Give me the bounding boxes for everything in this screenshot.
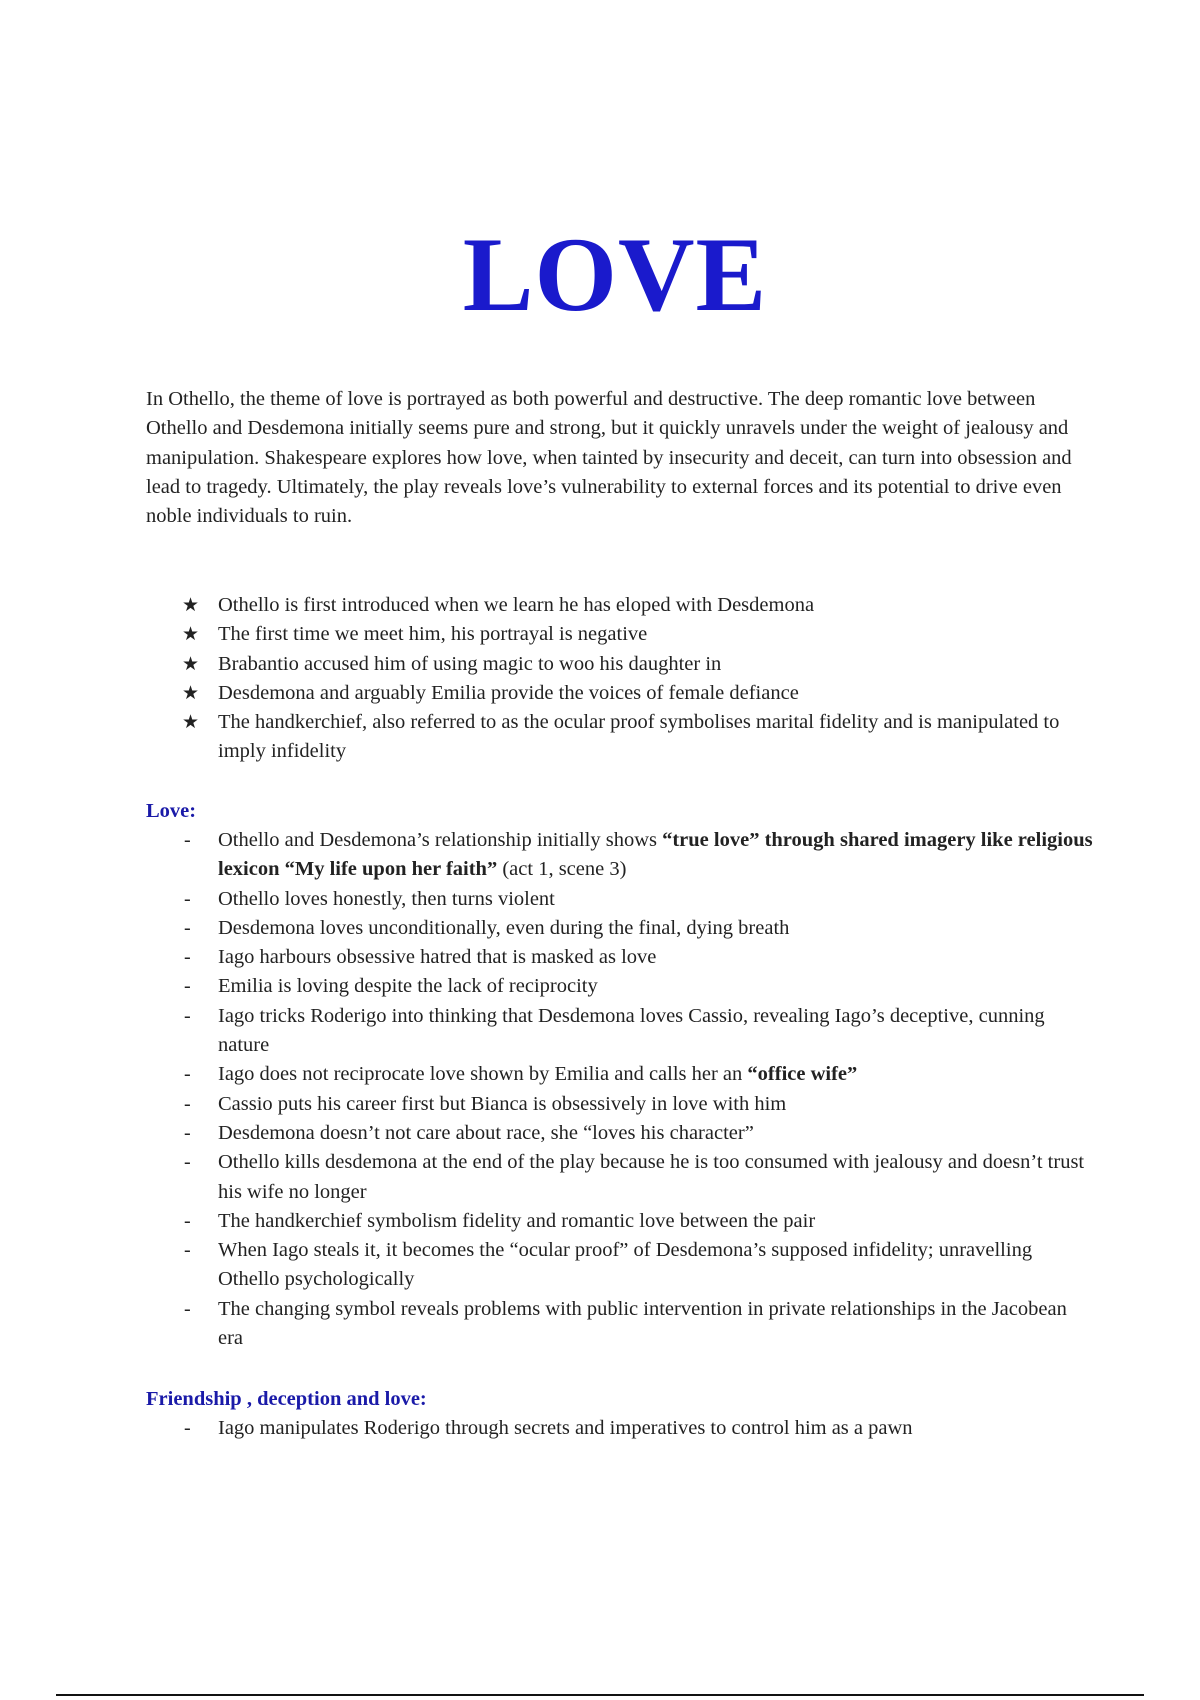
page-title: LOVE xyxy=(462,216,768,333)
item-text: Iago harbours obsessive hatred that is masked as love xyxy=(218,946,657,969)
dash-list-item xyxy=(146,1002,1096,1061)
item-text: Cassio puts his career first but Bianca is obsessively in love with him xyxy=(218,1092,787,1115)
intro-paragraph: In Othello, the theme of love is portrayed as both powerful and destructive. The deep romantic love between Othello and Desdemona initially seems pure and strong, but it quickly unravels under the weight of jealousy and manipulation. Shakespeare explores how love, when tainted by insecurity and deceit, can turn into obsession and lead to tragedy. Ultimately, the play reveals love’s vulnerability to external forces and its potential to drive even noble individuals to ruin. xyxy=(146,388,1072,528)
dash-list-item xyxy=(146,914,1096,943)
star-list-item xyxy=(146,679,1096,708)
dash-marker: - xyxy=(184,946,191,969)
item-text: When Iago steals it, it becomes the “ocular proof” of Desdemona’s supposed infidelity; unravelling Othello psychologically xyxy=(218,1239,1033,1291)
dash-marker: - xyxy=(184,1151,191,1174)
star-item-text: Othello is first introduced when we learn he has eloped with Desdemona xyxy=(218,594,815,616)
dash-list-item xyxy=(146,1236,1096,1295)
item-text: Othello kills desdemona at the end of the play because he is too consumed with jealousy and doesn’t trust his wife no longer xyxy=(218,1151,1085,1203)
dash-marker: - xyxy=(184,829,191,851)
footer-divider xyxy=(56,1694,1144,1696)
item-text-reference: (act 1, scene 3) xyxy=(497,858,627,881)
love-dash-list xyxy=(146,826,1096,1353)
dash-marker: - xyxy=(184,887,191,910)
star-bullet-list xyxy=(146,591,1096,767)
item-text-bold-quote: “true love” through shared imagery like religious lexicon “My life upon her faith” xyxy=(218,829,1093,881)
item-text: Iago tricks Roderigo into thinking that Desdemona loves Cassio, revealing Iago’s deceptive, cunning nature xyxy=(218,1004,1045,1057)
dash-list-item xyxy=(146,1060,1096,1089)
dash-list-item xyxy=(146,1207,1096,1236)
dash-list-item xyxy=(146,1090,1096,1119)
item-text: Desdemona loves unconditionally, even during the final, dying breath xyxy=(218,916,790,939)
item-text-plain: Iago does not reciprocate love shown by Emilia and calls her an xyxy=(218,1063,748,1086)
dash-marker: - xyxy=(184,1417,191,1439)
star-item-text: The handkerchief, also referred to as the ocular proof symbolises marital fidelity and is manipulated to imply infidelity xyxy=(218,711,1060,763)
item-text: Othello loves honestly, then turns violent xyxy=(218,887,555,910)
star-icon: ★ xyxy=(182,623,200,646)
dash-list-item xyxy=(146,972,1096,1001)
dash-marker: - xyxy=(184,1121,191,1144)
star-icon: ★ xyxy=(182,594,200,616)
item-text-bold-quote: “office wife” xyxy=(747,1063,858,1086)
star-icon: ★ xyxy=(182,711,200,734)
item-text: The changing symbol reveals problems with public intervention in private relationships in the Jacobean era xyxy=(218,1297,1067,1350)
item-text-plain: Othello and Desdemona’s relationship initially shows xyxy=(218,829,663,851)
dash-marker: - xyxy=(184,1239,191,1262)
item-text: Emilia is loving despite the lack of reciprocity xyxy=(218,975,598,998)
star-item-text: The first time we meet him, his portrayal is negative xyxy=(218,623,648,646)
dash-list-item xyxy=(146,1414,1096,1443)
star-item-text: Brabantio accused him of using magic to woo his daughter in xyxy=(218,652,722,675)
dash-marker: - xyxy=(184,1209,191,1232)
star-icon: ★ xyxy=(182,652,200,675)
star-item-text: Desdemona and arguably Emilia provide the voices of female defiance xyxy=(218,681,799,704)
dash-list-item xyxy=(146,826,1096,885)
friendship-dash-list xyxy=(146,1414,1096,1443)
dash-marker: - xyxy=(184,1092,191,1115)
friendship-section-heading: Friendship , deception and love: xyxy=(146,1388,427,1410)
dash-marker: - xyxy=(184,1297,191,1320)
star-icon: ★ xyxy=(182,681,200,704)
dash-list-item xyxy=(146,1148,1096,1207)
dash-list-item xyxy=(146,885,1096,914)
dash-list-item xyxy=(146,1295,1096,1354)
dash-marker: - xyxy=(184,1063,191,1086)
love-section-heading: Love: xyxy=(146,800,197,822)
item-text: Iago manipulates Roderigo through secrets and imperatives to control him as a pawn xyxy=(218,1417,913,1439)
item-text: The handkerchief symbolism fidelity and romantic love between the pair xyxy=(218,1209,816,1232)
dash-marker: - xyxy=(184,1004,191,1027)
star-list-item xyxy=(146,591,1096,620)
star-list-item xyxy=(146,708,1096,767)
star-list-item xyxy=(146,620,1096,649)
dash-marker: - xyxy=(184,975,191,998)
dash-list-item xyxy=(146,1119,1096,1148)
star-list-item xyxy=(146,650,1096,679)
item-text: Desdemona doesn’t not care about race, she “loves his character” xyxy=(218,1121,754,1144)
dash-list-item xyxy=(146,943,1096,972)
dash-marker: - xyxy=(184,916,191,939)
